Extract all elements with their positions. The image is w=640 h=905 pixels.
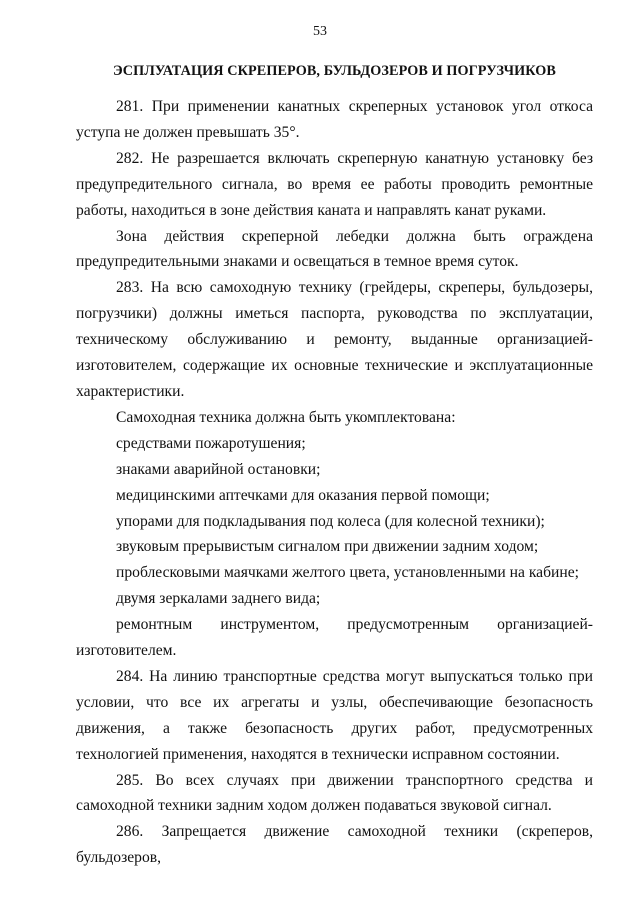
paragraph-283: 283. На всю самоходную технику (грейдеры, скреперы, бульдозеры, погрузчики) должны иметься паспорта, руководства по эксплуатации, техническому обслуживанию и ремонту, выданные организацией-изготовителем, содержащие их основные технические и эксплуатационные характеристики. [76, 279, 593, 400]
paragraph-281: 281. При применении канатных скреперных установок угол откоса уступа не должен превышать 35°. [76, 98, 593, 141]
equipment-list-item: проблесковыми маячками желтого цвета, установленными на кабине; [116, 564, 579, 582]
paragraph-286: 286. Запрещается движение самоходной техники (скреперов, бульдозеров, [76, 823, 593, 867]
equipment-list-item: упорами для подкладывания под колеса (для колесной техники); [116, 512, 545, 530]
document-body [76, 94, 593, 871]
equipment-list-item: знаками аварийной остановки; [116, 460, 321, 478]
paragraph-282: 282. Не разрешается включать скреперную канатную установку без предупредительного сигнала, во время ее работы проводить ремонтные работы, находиться в зоне действия каната и направлять канат руками. [76, 149, 593, 219]
equipment-list-item: средствами пожаротушения; [116, 434, 306, 452]
equipment-list-intro: Самоходная техника должна быть укомплектована: [116, 408, 456, 426]
equipment-list-item: медицинскими аптечками для оказания первой помощи; [116, 486, 490, 504]
equipment-list-item: звуковым прерывистым сигналом при движении задним ходом; [116, 538, 539, 556]
equipment-list-item: двумя зеркалами заднего вида; [116, 590, 321, 608]
section-title: ЭСПЛУАТАЦИЯ СКРЕПЕРОВ, БУЛЬДОЗЕРОВ И ПОГРУЗЧИКОВ [113, 63, 556, 79]
equipment-list-item: ремонтным инструментом, предусмотренным организацией-изготовителем. [76, 616, 593, 660]
page-number: 53 [313, 24, 327, 39]
paragraph-284: 284. На линию транспортные средства могут выпускаться только при условии, что все их агрегаты и узлы, обеспечивающие безопасность движения, а также безопасность других работ, предусмотренных технологией применения, находятся в технически исправном состоянии. [76, 667, 593, 763]
paragraph-282-continuation: Зона действия скреперной лебедки должна быть ограждена предупредительными знаками и освещаться в темное время суток. [76, 227, 593, 271]
paragraph-285: 285. Во всех случаях при движении транспортного средства и самоходной техники задним ходом должен подаваться звуковой сигнал. [76, 771, 593, 815]
